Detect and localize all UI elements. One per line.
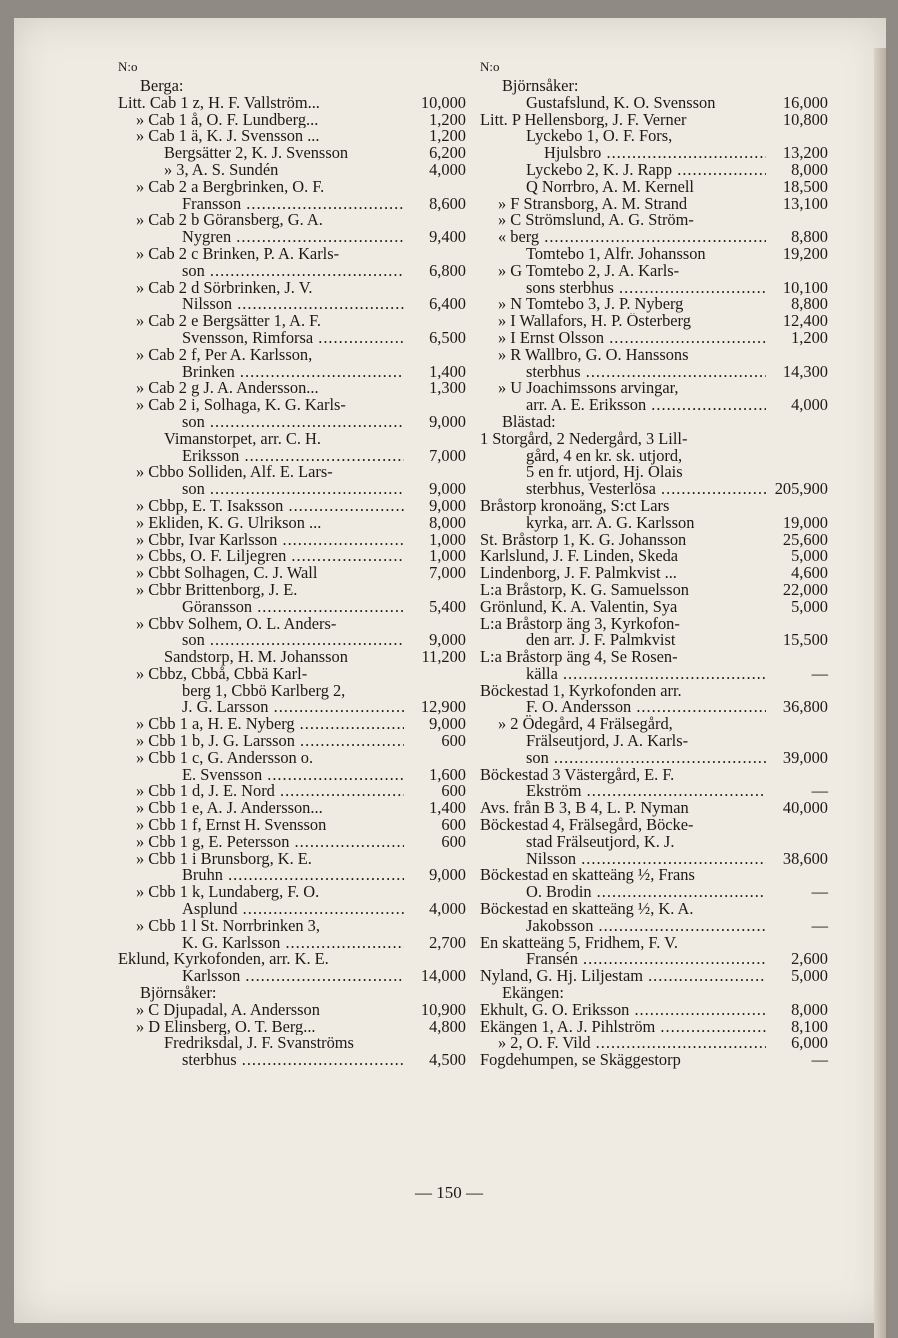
entry-text: Grönlund, K. A. Valentin, Sya <box>480 598 678 616</box>
entry-text: » Cbb 1 a, H. E. Nyberg ..... <box>136 716 404 733</box>
entry-text: » Cbbs, O. F. Liljegren ..... <box>136 548 404 565</box>
register-entry <box>118 632 466 649</box>
register-entry <box>118 529 466 549</box>
register-entry <box>480 92 828 112</box>
entry-text: Nyland, G. Hj. Liljestam ..... <box>480 968 766 985</box>
entry-value: 9,400 <box>429 227 466 247</box>
entry-text: L:a Bråstorp, K. G. Samuelsson <box>480 581 689 599</box>
register-entry <box>480 145 828 162</box>
entry-text: » Cbbt Solhagen, C. J. Wall <box>136 565 318 582</box>
entry-value: 1,000 <box>429 529 466 549</box>
entry-text: sterbhus, Vesterlösa ..... <box>526 481 766 498</box>
register-entry <box>118 999 466 1019</box>
register-entry <box>480 1035 828 1052</box>
entry-value: 12,400 <box>782 311 828 331</box>
entry-value: 38,600 <box>782 848 828 868</box>
entry-text: Ekhult, G. O. Eriksson ..... <box>480 1002 766 1019</box>
entry-value: 1,200 <box>429 126 466 146</box>
register-entry <box>118 915 466 935</box>
entry-text: son ..... <box>182 481 404 498</box>
register-entry <box>118 764 466 784</box>
entry-text: Böckestad en skatteäng ½, Frans <box>480 865 695 885</box>
entry-text: Jakobsson ..... <box>526 918 766 935</box>
entry-value: 15,500 <box>782 630 828 650</box>
entry-text: son ..... <box>182 414 404 431</box>
register-entry <box>480 495 828 515</box>
entry-text: » Cbbz, Cbbå, Cbbä Karl- <box>136 663 308 683</box>
entry-value: 10,000 <box>420 92 466 112</box>
entry-value: 1,600 <box>429 764 466 784</box>
entry-value: 1,200 <box>429 109 466 129</box>
register-entry <box>118 680 466 700</box>
entry-value: 11,200 <box>421 647 466 667</box>
entry-value: 16,000 <box>782 92 828 112</box>
entry-value: — <box>811 781 828 801</box>
entry-value: — <box>811 915 828 935</box>
register-entry <box>480 128 828 145</box>
register-entry <box>118 613 466 633</box>
register-entry <box>118 800 466 817</box>
entry-text: Lyckebo 2, K. J. Rapp ..... <box>526 162 766 179</box>
register-entry <box>118 951 466 968</box>
entry-text: Eriksson ..... <box>182 448 404 465</box>
entry-text: Litt. Cab 1 z, H. F. Vallström... <box>118 94 320 112</box>
entry-text: » C Djupadal, A. Andersson <box>136 1001 320 1019</box>
entry-value: 8,100 <box>791 1016 828 1036</box>
entry-text: » Cbbr, Ivar Karlsson ..... <box>136 532 404 549</box>
register-entry <box>480 229 828 246</box>
entry-text: » Cbbo Solliden, Alf. E. Lars- <box>136 462 333 482</box>
entry-text: » I Wallafors, H. P. Österberg <box>498 313 691 330</box>
entry-value: 6,400 <box>429 294 466 314</box>
entry-text: » F Stransborg, A. M. Strand <box>498 195 688 213</box>
entry-text: » Cab 2 g J. A. Andersson... <box>136 380 319 398</box>
entry-text: O. Brodin ..... <box>526 884 766 901</box>
entry-value: 9,000 <box>429 865 466 885</box>
entry-value: 8,000 <box>791 999 828 1019</box>
left-entries <box>118 78 466 1069</box>
register-entry <box>118 817 466 834</box>
entry-text: » Cbb 1 d, J. E. Nord ..... <box>136 783 404 800</box>
entry-value: 8,000 <box>429 512 466 532</box>
entry-text: Hjulsbro ..... <box>544 145 766 162</box>
entry-value: 5,000 <box>791 546 828 566</box>
entry-text: « berg ..... <box>498 229 766 246</box>
entry-text: » Cab 2 d Sörbrinken, J. V. <box>136 277 313 297</box>
entry-value: 25,600 <box>782 529 828 549</box>
entry-text: Fredriksdal, J. F. Svanströms <box>164 1033 354 1053</box>
page-edge <box>874 48 886 1338</box>
register-entry <box>118 699 466 716</box>
register-entry <box>480 867 828 884</box>
entry-value: — <box>811 663 828 683</box>
entry-text: » Cab 2 b Göransberg, G. A. <box>136 210 323 230</box>
register-entry <box>118 512 466 532</box>
entry-text: » Cbb 1 g, E. Petersson ..... <box>136 834 404 851</box>
entry-text: » Cbb 1 f, Ernst H. Svensson <box>136 817 327 834</box>
register-entry <box>118 109 466 129</box>
register-entry <box>118 428 466 448</box>
entry-text: » 3, A. S. Sundén <box>164 161 279 179</box>
register-entry <box>118 92 466 112</box>
register-entry <box>480 380 828 397</box>
entry-text: Fransén ..... <box>526 951 766 968</box>
entry-text: » G Tomtebo 2, J. A. Karls- <box>498 260 680 280</box>
entry-text: Fransson ..... <box>182 196 404 213</box>
entry-value: 9,000 <box>429 630 466 650</box>
entry-value: 4,600 <box>791 563 828 583</box>
entry-value: 18,500 <box>782 176 828 196</box>
entry-text: » Cbb 1 b, J. G. Larsson ..... <box>136 733 404 750</box>
entry-text: » Cbb 1 i Brunsborg, K. E. <box>136 848 312 868</box>
entry-text: » 2, O. F. Vild ..... <box>498 1035 766 1052</box>
page-number: — 150 — <box>415 1183 483 1202</box>
entry-text: sons sterbhus ..... <box>526 280 766 297</box>
entry-text: Avs. från B 3, B 4, L. P. Nyman <box>480 800 689 818</box>
entry-text: Bruhn ..... <box>182 867 404 884</box>
entry-value: 13,200 <box>782 143 828 163</box>
register-entry <box>480 548 828 565</box>
entry-value: 10,800 <box>782 109 828 129</box>
entry-value: 5,400 <box>429 596 466 616</box>
entry-value: 2,700 <box>429 932 466 952</box>
entry-text: Svensson, Rimforsa ..... <box>182 330 404 347</box>
register-entry <box>118 344 466 364</box>
entry-text: Ekängen 1, A. J. Pihlström ..... <box>480 1019 766 1036</box>
number-label: N:o <box>480 59 500 74</box>
entry-value: 8,600 <box>429 193 466 213</box>
register-entry <box>480 212 828 229</box>
entry-text: Eklund, Kyrkofonden, arr. K. E. <box>118 949 329 969</box>
entry-text: Brinken ..... <box>182 364 404 381</box>
entry-text: Blästad: <box>502 411 556 431</box>
register-entry <box>118 243 466 263</box>
entry-text: Gustafslund, K. O. Svensson <box>526 94 716 112</box>
register-entry <box>480 512 828 532</box>
register-entry <box>480 613 828 633</box>
entry-text: källa ..... <box>526 666 766 683</box>
entry-value: 36,800 <box>782 697 828 717</box>
entry-text: den arr. J. F. Palmkvist <box>526 632 676 650</box>
entry-text: » C Strömslund, A. G. Ström- <box>498 210 694 230</box>
register-entry <box>480 78 828 95</box>
entry-text: Lindenborg, J. F. Palmkvist ... <box>480 565 677 582</box>
register-entry <box>480 932 828 952</box>
entry-value: 2,600 <box>791 949 828 969</box>
entry-text: Göransson ..... <box>182 599 404 616</box>
register-entry <box>480 985 828 1002</box>
entry-text: » Cbbp, E. T. Isaksson ..... <box>136 498 404 515</box>
entry-value: 4,000 <box>429 159 466 179</box>
entry-value: 10,900 <box>420 999 466 1019</box>
register-entry <box>480 901 828 918</box>
entry-value: 22,000 <box>782 579 828 599</box>
entry-text: » Cbb 1 c, G. Andersson o. <box>136 747 314 767</box>
entry-text: 5 en fr. utjord, Hj. Olais <box>526 462 683 482</box>
number-label: N:o <box>118 59 138 74</box>
entry-text: Nygren ..... <box>182 229 404 246</box>
entry-text: son ..... <box>182 632 404 649</box>
entry-text: » U Joachimssons arvingar, <box>498 378 679 398</box>
entry-value: 13,100 <box>782 193 828 213</box>
entry-value: 14,000 <box>420 966 466 986</box>
entry-value: 6,800 <box>429 260 466 280</box>
register-entry <box>118 1052 466 1069</box>
entry-text: Karlslund, J. F. Linden, Skeda <box>480 548 679 566</box>
entry-value: 6,200 <box>429 143 466 163</box>
entry-value: 1,400 <box>429 798 466 818</box>
entry-text: » Cab 1 å, O. F. Lundberg... <box>136 111 319 129</box>
right-entries <box>480 78 828 1069</box>
entry-value: 9,000 <box>429 479 466 499</box>
entry-text: arr. A. E. Eriksson ..... <box>526 397 766 414</box>
register-entry <box>480 296 828 313</box>
entry-text: Fogdehumpen, se Skäggestorp <box>480 1052 681 1070</box>
entry-value: 1,300 <box>429 378 466 398</box>
register-entry <box>118 277 466 297</box>
register-entry <box>118 495 466 515</box>
entry-value: 4,800 <box>429 1016 466 1036</box>
entry-text: » Cbb 1 e, A. J. Andersson... <box>136 800 323 818</box>
entry-text: Björnsåker: <box>140 983 217 1003</box>
register-entry <box>118 848 466 868</box>
register-entry <box>118 481 466 498</box>
entry-value: 1,400 <box>429 361 466 381</box>
entry-text: Nilsson ..... <box>526 851 766 868</box>
register-entry <box>118 985 466 1002</box>
entry-text: E. Svensson ..... <box>182 767 404 784</box>
register-entry <box>118 747 466 767</box>
register-entry <box>480 764 828 784</box>
entry-text: Böckestad 1, Kyrkofonden arr. <box>480 680 682 700</box>
register-entry <box>480 1016 828 1036</box>
register-entry <box>118 596 466 616</box>
entry-value: 600 <box>441 831 466 851</box>
register-entry <box>480 529 828 549</box>
entry-text: Frälseutjord, J. A. Karls- <box>526 731 689 751</box>
entry-text: son ..... <box>182 263 404 280</box>
register-entry <box>118 716 466 733</box>
entry-text: L:a Bråstorp äng 4, Se Rosen- <box>480 647 678 667</box>
entry-text: » Cbbv Solhem, O. L. Anders- <box>136 613 337 633</box>
entry-text: » Cbb 1 l St. Norrbrinken 3, <box>136 915 320 935</box>
entry-text: stad Frälseutjord, K. J. <box>526 831 675 851</box>
register-entry <box>480 951 828 968</box>
entry-text: Böckestad 4, Frälsegård, Böcke- <box>480 815 694 835</box>
entry-text: sterbhus ..... <box>526 364 766 381</box>
entry-text: Litt. P Hellensborg, J. F. Verner <box>480 111 687 129</box>
register-entry <box>118 78 466 95</box>
register-entry <box>480 344 828 364</box>
entry-text: K. G. Karlsson ..... <box>182 935 404 952</box>
register-entry <box>480 733 828 750</box>
entry-value: 8,000 <box>791 159 828 179</box>
register-entry <box>118 548 466 565</box>
entry-value: 39,000 <box>782 747 828 767</box>
register-entry <box>480 999 828 1019</box>
register-entry <box>480 260 828 280</box>
entry-value: 1,200 <box>791 327 828 347</box>
entry-value: 9,000 <box>429 411 466 431</box>
entry-text: Bergsätter 2, K. J. Svensson <box>164 145 349 162</box>
entry-value: 600 <box>441 731 466 751</box>
register-entry <box>118 397 466 414</box>
entry-text: gård, 4 en kr. sk. utjord, <box>526 445 683 465</box>
entry-value: 6,500 <box>429 327 466 347</box>
register-entry <box>118 464 466 481</box>
entry-text: Bråstorp kronoäng, S:ct Lars <box>480 495 670 515</box>
entry-text: » Cab 2 c Brinken, P. A. Karls- <box>136 243 340 263</box>
entry-text: Ekström ..... <box>526 783 766 800</box>
entry-value: 14,300 <box>782 361 828 381</box>
entry-text: kyrka, arr. A. G. Karlsson <box>526 514 695 532</box>
entry-value: 12,900 <box>420 697 466 717</box>
entry-text: » Cbb 1 k, Lundaberg, F. O. <box>136 882 320 902</box>
register-entry <box>118 145 466 162</box>
entry-value: 9,000 <box>429 495 466 515</box>
entry-text: » R Wallbro, G. O. Hanssons <box>498 344 689 364</box>
entry-value: 4,000 <box>429 899 466 919</box>
register-entry <box>480 428 828 448</box>
entry-value: 1,000 <box>429 546 466 566</box>
entry-text: son ..... <box>526 750 766 767</box>
register-entry <box>480 596 828 616</box>
entry-value: 8,800 <box>791 294 828 314</box>
right-column <box>480 58 828 1069</box>
register-entry <box>118 128 466 145</box>
entry-value: 9,000 <box>429 714 466 734</box>
entry-value: 6,000 <box>791 1033 828 1053</box>
register-entry <box>480 579 828 599</box>
entry-text: Asplund ..... <box>182 901 404 918</box>
entry-text: sterbhus ..... <box>182 1052 404 1069</box>
register-entry <box>480 680 828 700</box>
entry-value: 7,000 <box>429 563 466 583</box>
register-entry <box>118 884 466 901</box>
entry-text: Q Norrbro, A. M. Kernell <box>526 178 694 196</box>
register-entry <box>118 579 466 599</box>
entry-value: 19,000 <box>782 512 828 532</box>
entry-text: » Cab 2 i, Solhaga, K. G. Karls- <box>136 395 346 415</box>
register-entry <box>480 277 828 297</box>
entry-value: 5,000 <box>791 596 828 616</box>
entry-value: — <box>811 1050 828 1070</box>
entry-text: Björnsåker: <box>502 76 579 95</box>
entry-text: » Cab 2 a Bergbrinken, O. F. <box>136 176 325 196</box>
entry-text: Ekängen: <box>502 983 564 1003</box>
entry-text: St. Bråstorp 1, K. G. Johansson <box>480 531 687 549</box>
entry-text: Lyckebo 1, O. F. Fors, <box>526 126 673 146</box>
register-entry <box>480 1052 828 1069</box>
entry-value: 7,000 <box>429 445 466 465</box>
entry-text: Böckestad 3 Västergård, E. F. <box>480 764 675 784</box>
register-entry <box>480 831 828 851</box>
entry-value: 40,000 <box>782 798 828 818</box>
entry-text: J. G. Larsson ..... <box>182 699 404 716</box>
entry-text: Nilsson ..... <box>182 296 404 313</box>
entry-value: 4,500 <box>429 1050 466 1070</box>
entry-text: L:a Bråstorp äng 3, Kyrkofon- <box>480 613 680 633</box>
register-entry <box>118 176 466 196</box>
register-entry <box>118 361 466 381</box>
entry-text: Sandstorp, H. M. Johansson <box>164 649 348 666</box>
entry-text: Vimanstorpet, arr. C. H. <box>164 428 321 448</box>
entry-value: 10,100 <box>782 277 828 297</box>
register-entry <box>480 649 828 666</box>
entry-text: » Cab 2 e Bergsätter 1, A. F. <box>136 311 322 331</box>
left-column <box>118 58 466 1069</box>
register-entry <box>118 212 466 229</box>
register-entry <box>480 159 828 179</box>
entry-text: Karlsson ..... <box>182 968 404 985</box>
entry-text: » N Tomtebo 3, J. P. Nyberg <box>498 296 684 314</box>
entry-text: 1 Storgård, 2 Nedergård, 3 Lill- <box>480 428 688 448</box>
entry-text: Tomtebo 1, Alfr. Johansson <box>526 245 706 263</box>
entry-value: 205,900 <box>774 479 828 499</box>
entry-value: 600 <box>441 815 466 835</box>
entry-text: » D Elinsberg, O. T. Berg... <box>136 1018 316 1036</box>
entry-text: » Ekliden, K. G. Ulrikson ... <box>136 514 322 532</box>
entry-text: En skatteäng 5, Fridhem, F. V. <box>480 932 678 952</box>
entry-text: » Cbbr Brittenborg, J. E. <box>136 579 298 599</box>
register-entry <box>480 176 828 196</box>
entry-text: berg 1, Cbbö Karlberg 2, <box>182 680 346 700</box>
entry-text: » Cab 1 ä, K. J. Svensson ... <box>136 128 320 146</box>
entry-text: » Cab 2 f, Per A. Karlsson, <box>136 344 313 364</box>
register-entry <box>118 783 466 800</box>
entry-value: 600 <box>441 781 466 801</box>
entry-text: » 2 Ödegård, 4 Frälsegård, <box>498 714 673 734</box>
entry-text: Berga: <box>140 76 184 95</box>
entry-value: 8,800 <box>791 227 828 247</box>
register-entry <box>480 783 828 800</box>
entry-value: 5,000 <box>791 966 828 986</box>
entry-text: Böckestad en skatteäng ½, K. A. <box>480 899 694 919</box>
register-entry <box>118 313 466 330</box>
entry-text: » I Ernst Olsson ..... <box>498 330 766 347</box>
entry-value: — <box>811 882 828 902</box>
register-entry <box>480 565 828 582</box>
entry-value: 19,200 <box>782 243 828 263</box>
register-entry <box>118 1035 466 1052</box>
register-entry <box>480 313 828 330</box>
entry-value: 4,000 <box>791 395 828 415</box>
entry-text: F. O. Andersson ..... <box>526 699 766 716</box>
